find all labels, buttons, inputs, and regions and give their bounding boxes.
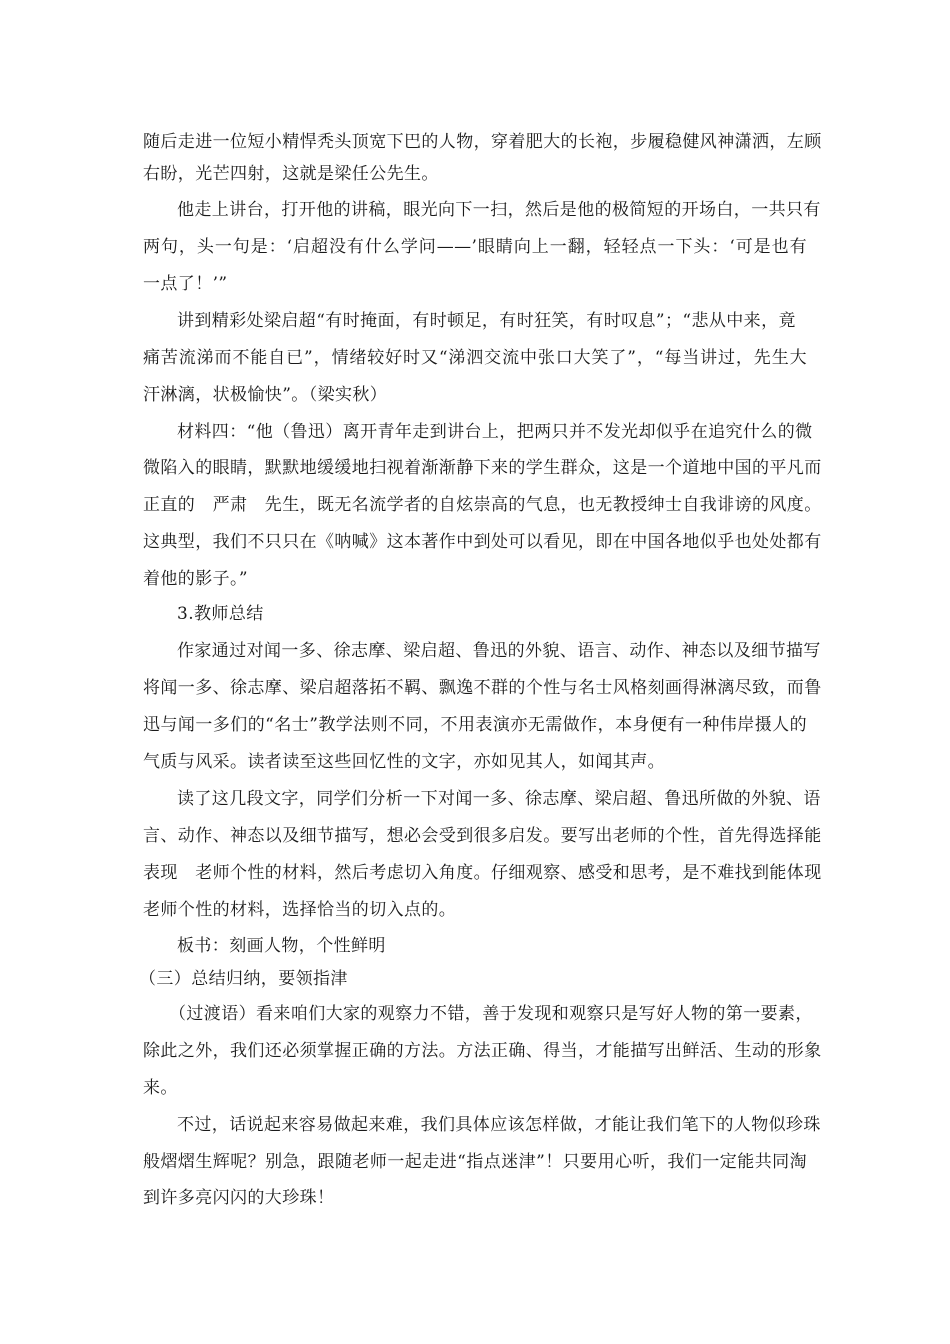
text-line: 一点了！’” — [143, 274, 228, 294]
text-line: 材料四：“他（鲁迅）离开青年走到讲台上，把两只并不发光却似乎在追究什么的微 — [177, 422, 813, 442]
text-line: 右盼，光芒四射，这就是梁任公先生。 — [143, 164, 439, 184]
section-heading: 3.教师总结 — [177, 604, 264, 624]
text-line: 随后走进一位短小精悍秃头顶宽下巴的人物，穿着肥大的长袍，步履稳健风神潇洒，左顾 — [143, 132, 822, 152]
text-line: 除此之外，我们还必须掌握正确的方法。方法正确、得当，才能描写出鲜活、生动的形象 — [143, 1041, 822, 1061]
text-line: 着他的影子。” — [143, 569, 248, 589]
text-line: 言、动作、神态以及细节描写，想必会受到很多启发。要写出老师的个性，首先得选择能 — [143, 826, 822, 846]
text-line: 正直的 严肃 先生，既无名流学者的自炫崇高的气息，也无教授绅士自我诽谤的风度。 — [143, 495, 822, 515]
text-line: （过渡语）看来咱们大家的观察力不错，善于发现和观察只是写好人物的第一要素， — [169, 1004, 813, 1024]
section-heading: （三）总结归纳，要领指津 — [139, 969, 348, 989]
text-line: 到许多亮闪闪的大珍珠！ — [143, 1188, 335, 1208]
text-line: 微陷入的眼睛，默默地缓缓地扫视着渐渐静下来的学生群众，这是一个道地中国的平凡而 — [143, 458, 822, 478]
text-line: 讲到精彩处梁启超“有时掩面，有时顿足，有时狂笑，有时叹息”；“悲从中来，竟 — [177, 311, 796, 331]
text-line: 他走上讲台，打开他的讲稿，眼光向下一扫，然后是他的极简短的开场白，一共只有 — [177, 200, 821, 220]
text-line: 作家通过对闻一多、徐志摩、梁启超、鲁迅的外貌、语言、动作、神态以及细节描写 — [177, 641, 821, 661]
text-line: 般熠熠生辉呢？别急，跟随老师一起走进“指点迷津”！只要用心听，我们一定能共同淘 — [143, 1152, 807, 1172]
text-line: 气质与风采。读者读至这些回忆性的文字，亦如见其人，如闻其声。 — [143, 752, 665, 772]
text-line: 这典型，我们不只只在《呐喊》这本著作中到处可以看见，即在中国各地似乎也处处都有 — [143, 532, 822, 552]
text-line: 表现 老师个性的材料，然后考虑切入角度。仔细观察、感受和思考，是不难找到能体现 — [143, 863, 822, 883]
text-line: 两句，头一句是：‘启超没有什么学问——’眼睛向上一翻，轻轻点一下头：‘可是也有 — [143, 237, 807, 257]
blackboard-note: 板书：刻画人物，个性鲜明 — [177, 936, 386, 956]
text-line: 老师个性的材料，选择恰当的切入点的。 — [143, 900, 457, 920]
text-line: 将闻一多、徐志摩、梁启超落拓不羁、飘逸不群的个性与名士风格刻画得淋漓尽致，而鲁 — [143, 678, 822, 698]
text-line: 痛苦流涕而不能自已”，情绪较好时又“涕泗交流中张口大笑了”，“每当讲过，先生大 — [143, 348, 807, 368]
text-line: 来。 — [143, 1078, 178, 1098]
text-line: 迅与闻一多们的“名士”教学法则不同，不用表演亦无需做作，本身便有一种伟岸摄人的 — [143, 715, 807, 735]
text-line: 读了这几段文字，同学们分析一下对闻一多、徐志摩、梁启超、鲁迅所做的外貌、语 — [177, 789, 821, 809]
text-line: 不过，话说起来容易做起来难，我们具体应该怎样做，才能让我们笔下的人物似珍珠 — [177, 1115, 821, 1135]
text-line: 汗淋漓，状极愉快”。（梁实秋） — [143, 385, 388, 405]
